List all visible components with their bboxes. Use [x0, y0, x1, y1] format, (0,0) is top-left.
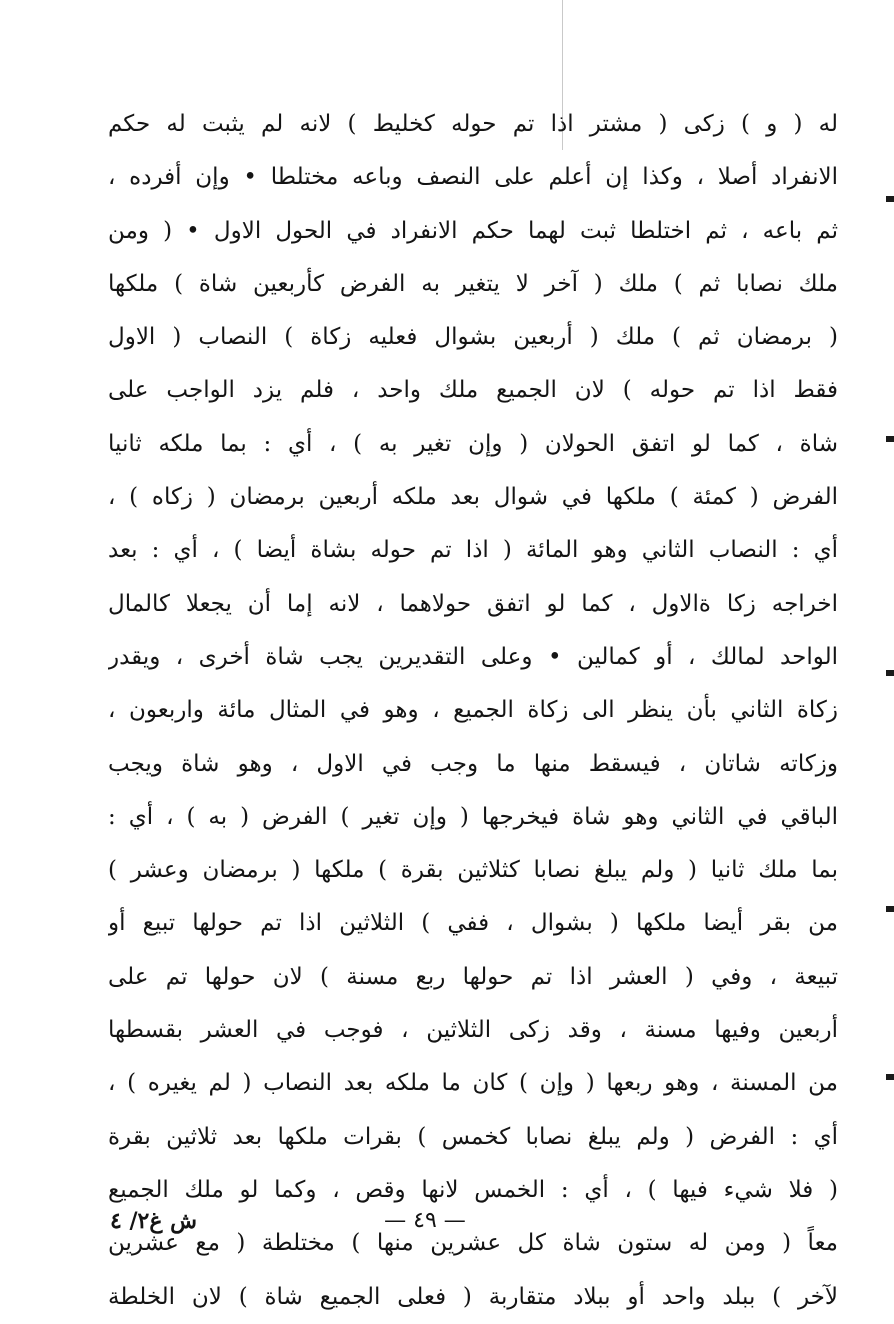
page-footer	[0, 1196, 894, 1246]
text-line: من بقر أيضا ملكها ( بشوال ، ففي ) الثلاثين اذا تم حولها تبيع أو	[108, 910, 838, 937]
text-line: فقط اذا تم حوله ) لان الجميع ملك واحد ، فلم يزد الواجب على	[108, 377, 838, 404]
margin-tick-mark	[886, 906, 894, 912]
text-line: بما ملك ثانيا ( ولم يبلغ نصابا كثلاثين بقرة ) ملكها ( برمضان وعشر )	[108, 857, 838, 884]
text-line: اخراجه زكا ةالاول ، كما لو اتفق حولاهما ، لانه إما أن يجعلا كالمال	[108, 590, 838, 617]
text-line: الانفراد أصلا ، وكذا إن أعلم على النصف وباعه مختلطا • وإن أفرده ،	[108, 164, 838, 191]
text-line: أي : الفرض ( ولم يبلغ نصابا كخمس ) بقرات ملكها بعد ثلاثين بقرة	[108, 1123, 838, 1150]
text-line: أي : النصاب الثاني وهو المائة ( اذا تم حوله بشاة أيضا ) ، أي : بعد	[108, 537, 838, 564]
text-line: وزكاته شاتان ، فيسقط منها ما وجب في الاول ، وهو شاة ويجب	[108, 750, 838, 777]
margin-tick-mark	[886, 1074, 894, 1080]
text-line: معاً ( ومن له ستون شاة كل عشرين منها ) مختلطة ( مع عشرين	[108, 1230, 838, 1257]
text-line: الباقي في الثاني وهو شاة فيخرجها ( وإن تغير ) الفرض ( به ) ، أي :	[108, 803, 838, 830]
text-line: ( برمضان ثم ) ملك ( أربعين بشوال فعليه زكاة ) النصاب ( الاول	[108, 324, 838, 351]
signature-mark: ش غ٢/ ٤	[110, 1208, 198, 1234]
text-line: زكاة الثاني بأن ينظر الى زكاة الجميع ، وهو في المثال مائة واربعون ،	[108, 697, 838, 724]
text-line: ملك نصابا ثم ) ملك ( آخر لا يتغير به الفرض كأربعين شاة ) ملكها	[108, 270, 838, 297]
text-line: أربعين وفيها مسنة ، وقد زكى الثلاثين ، فوجب في العشر بقسطها	[108, 1017, 838, 1044]
margin-tick-mark	[886, 436, 894, 442]
body-text	[108, 98, 838, 1324]
text-line: الفرض ( كمئة ) ملكها في شوال بعد ملكه أربعين برمضان ( زكاه ) ،	[108, 484, 838, 511]
text-line: الواحد لمالك ، أو كمالين • وعلى التقديرين يجب شاة أخرى ، ويقدر	[108, 643, 838, 670]
text-line: تبيعة ، وفي ( العشر اذا تم حولها ربع مسنة ) لان حولها تم على	[108, 963, 838, 990]
text-line: ثم باعه ، ثم اختلطا ثبت لهما حكم الانفراد في الحول الاول • ( ومن	[108, 217, 838, 244]
margin-tick-mark	[886, 196, 894, 202]
text-line: ( فلا شيء فيها ) ، أي : الخمس لانها وقص ، وكما لو ملك الجميع	[108, 1176, 838, 1203]
margin-tick-mark	[886, 670, 894, 676]
text-line: لآخر ) ببلد واحد أو ببلاد متقاربة ( فعلى الجميع شاة ) لان الخلطة	[108, 1283, 838, 1310]
page-number: — ٤٩ —	[384, 1208, 466, 1233]
text-line: من المسنة ، وهو ربعها ( وإن ) كان ما ملكه بعد النصاب ( لم يغيره ) ،	[108, 1070, 838, 1097]
text-line: له ( و ) زكى ( مشتر اذا تم حوله كخليط ) لانه لم يثبت له حكم	[108, 111, 838, 137]
text-line: شاة ، كما لو اتفق الحولان ( وإن تغير به ) ، أي : بما ملكه ثانيا	[108, 430, 838, 457]
